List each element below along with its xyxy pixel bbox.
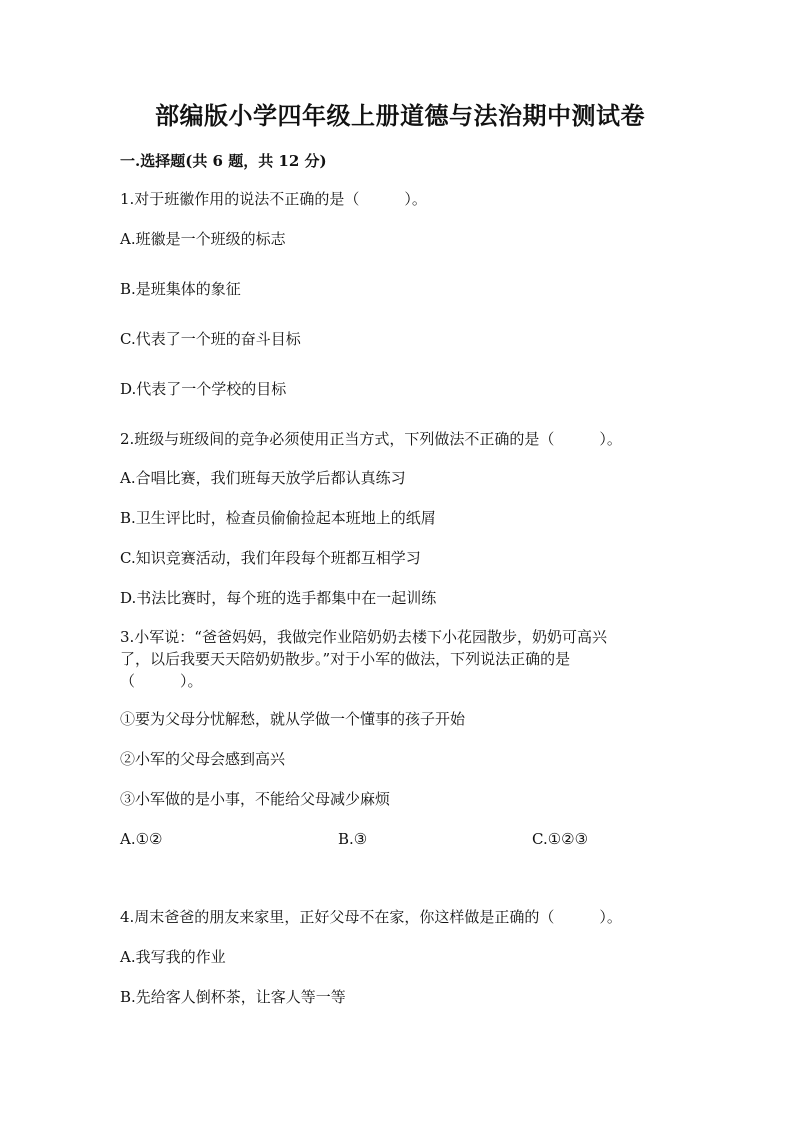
section-heading: 一.选择题(共 6 题，共 12 分) [120,152,327,170]
question-4-stem: 4.周末爸爸的朋友来家里，正好父母不在家，你这样做是正确的（ ）。 [120,908,622,926]
question-3-stem-line-1: 3.小军说：“爸爸妈妈，我做完作业陪奶奶去楼下小花园散步，奶奶可高兴 [120,628,607,646]
question-3-statement-2: ②小军的父母会感到高兴 [120,750,286,768]
question-2-option-b: B.卫生评比时，检查员偷偷捡起本班地上的纸屑 [120,509,436,527]
question-2-option-d: D.书法比赛时，每个班的选手都集中在一起训练 [120,589,437,607]
question-2-option-a: A.合唱比赛，我们班每天放学后都认真练习 [120,469,406,487]
question-3-statement-3: ③小军做的是小事，不能给父母减少麻烦 [120,790,391,808]
question-1-stem: 1.对于班徽作用的说法不正确的是（ ）。 [120,190,427,208]
question-4-option-a: A.我写我的作业 [120,948,226,966]
question-3-stem-line-2: 了，以后我要天天陪奶奶散步。”对于小军的做法，下列说法正确的是 [120,650,571,668]
question-2-stem: 2.班级与班级间的竞争必须使用正当方式，下列做法不正确的是（ ）。 [120,430,622,448]
question-3-option-a: A.①② [120,830,163,848]
question-4-option-b: B.先给客人倒杯茶，让客人等一等 [120,988,346,1006]
question-3-option-c: C.①②③ [532,830,589,848]
question-1-option-d: D.代表了一个学校的目标 [120,380,287,398]
question-3-statement-1: ①要为父母分忧解愁，就从学做一个懂事的孩子开始 [120,710,466,728]
question-3-option-b: B.③ [338,830,368,848]
exam-title: 部编版小学四年级上册道德与法治期中测试卷 [155,101,645,130]
question-2-option-c: C.知识竞赛活动，我们年段每个班都互相学习 [120,549,421,567]
question-3-stem-line-3: （ ）。 [120,672,203,690]
question-1-option-c: C.代表了一个班的奋斗目标 [120,330,301,348]
question-1-option-a: A.班徽是一个班级的标志 [120,230,286,248]
question-1-option-b: B.是班集体的象征 [120,280,241,298]
